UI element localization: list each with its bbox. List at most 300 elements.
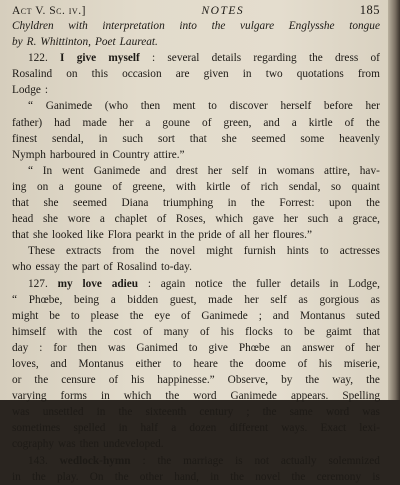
word: Lodge, (348, 277, 380, 290)
page-number: 185 (359, 3, 380, 17)
word: day (12, 341, 29, 354)
word: Roses, (175, 213, 206, 226)
word: the (291, 470, 306, 483)
word: in (12, 470, 21, 483)
word: who (12, 261, 32, 274)
word: the (211, 20, 226, 32)
page-text (12, 2, 380, 485)
word: play. (57, 470, 79, 483)
word: pearkt (135, 229, 164, 242)
act-scene-reference: Act V. Sc. iv.] (12, 5, 86, 17)
word: drest (175, 164, 198, 177)
word: quaint (351, 180, 380, 193)
word: cost (113, 325, 132, 338)
word: by (281, 374, 293, 387)
word: being (73, 293, 100, 306)
word: in (118, 422, 128, 435)
word: Montanus (299, 309, 346, 322)
word: her (365, 100, 380, 113)
word: discover (229, 100, 268, 113)
word: adieu (111, 277, 139, 290)
word: Lodge (12, 84, 41, 97)
text-line (12, 34, 380, 50)
word: such (122, 132, 144, 145)
word: womans (276, 164, 315, 177)
word: went (61, 164, 84, 177)
word: himself (12, 325, 46, 338)
word: In (42, 164, 53, 177)
word: unsettled (42, 406, 84, 419)
text-line (12, 163, 380, 179)
word: on (36, 180, 49, 193)
word: the (366, 374, 380, 387)
word: this (91, 68, 108, 81)
word: miserie, (343, 357, 380, 370)
word: that (362, 325, 380, 338)
text-line (12, 276, 380, 292)
word: of (108, 374, 119, 387)
word: hints (286, 245, 309, 258)
word: the (145, 245, 160, 258)
word: Observe, (227, 374, 269, 387)
word: love (82, 277, 102, 290)
word: are (175, 68, 190, 81)
word: ing (12, 180, 27, 193)
word: I (60, 52, 65, 65)
word: a (145, 116, 151, 129)
word: wedlock-hymn (59, 454, 131, 467)
word: Poet (94, 36, 116, 49)
word: Ganimede (45, 100, 93, 113)
word: sendal, (288, 180, 321, 193)
word: flocks (245, 325, 273, 338)
word: to (319, 245, 329, 258)
word: 127. (28, 277, 48, 290)
word: she (221, 132, 237, 145)
word: of (225, 229, 236, 242)
word: bidden (127, 293, 159, 306)
word: her (207, 164, 223, 177)
word: sort (157, 132, 175, 145)
word: with (175, 180, 196, 193)
word: in (96, 406, 106, 419)
word: with (68, 20, 88, 32)
word: “ (12, 293, 18, 306)
word: her (244, 293, 259, 306)
word: Spelling (342, 390, 380, 403)
word: on (66, 68, 78, 81)
word: same (289, 406, 313, 419)
word: she (43, 197, 59, 210)
text-line (12, 292, 380, 308)
word: eye (154, 309, 171, 322)
word: in (227, 197, 237, 210)
word: Nymph (12, 148, 46, 161)
word: novel (255, 470, 281, 483)
word: extracts (66, 245, 102, 258)
word: Montanus (78, 357, 124, 370)
word: in (258, 164, 267, 177)
word: be (304, 325, 315, 338)
word: wore (67, 213, 91, 226)
word: many (163, 325, 189, 338)
word: chaplet (114, 213, 148, 226)
word: grace, (352, 213, 380, 226)
text-line (12, 356, 380, 372)
word: Englysshe (288, 20, 335, 32)
word: “ (28, 164, 34, 177)
word: spelled (73, 422, 106, 435)
word: some (300, 132, 325, 145)
word: 122. (28, 52, 48, 65)
word: solemnized (328, 454, 380, 467)
word: Whittinton, (40, 36, 91, 49)
word: gave (252, 213, 274, 226)
word: the (157, 454, 172, 467)
word: then (79, 438, 100, 451)
word: his (131, 374, 145, 387)
word: to (284, 325, 293, 338)
word: green, (223, 116, 252, 129)
word: 143. (28, 454, 48, 467)
text-line (12, 453, 380, 469)
word: in (99, 148, 109, 161)
text-line (12, 469, 380, 485)
word: fuller (256, 277, 281, 290)
word: actresses (339, 245, 380, 258)
word: to (70, 309, 80, 322)
word: the (88, 325, 103, 338)
word: details (290, 277, 320, 290)
word: the (250, 197, 265, 210)
word: or (12, 374, 22, 387)
word: to (208, 100, 217, 113)
word: that (12, 197, 29, 210)
word: to (188, 341, 198, 354)
text-line (12, 66, 380, 82)
word: not (254, 454, 269, 467)
text-line (12, 324, 380, 340)
word: kirtle (308, 116, 333, 129)
word: ways. (281, 422, 308, 435)
word: Forrest: (279, 197, 315, 210)
word: Ganimede (201, 309, 248, 322)
word: with (57, 325, 78, 338)
word: of (181, 309, 191, 322)
word: a (291, 116, 297, 129)
word: interpretation (102, 20, 165, 32)
word: sendal, (52, 132, 84, 145)
running-header (12, 2, 380, 18)
word: before (323, 100, 353, 113)
text-line (12, 82, 380, 98)
word: novel (170, 245, 196, 258)
word: his (220, 325, 234, 338)
word: made (82, 116, 107, 129)
word: the (129, 309, 144, 322)
word: heare (193, 357, 218, 370)
word: seemed (251, 132, 286, 145)
word: hav- (359, 164, 380, 177)
word: and (50, 357, 67, 370)
word: dress (335, 52, 359, 65)
word: the (366, 197, 380, 210)
word: pride (198, 229, 222, 242)
word: way, (332, 374, 354, 387)
word: that (189, 132, 207, 145)
word: heavenly (339, 132, 380, 145)
word: Ganimede (230, 390, 277, 403)
word: self (270, 293, 287, 306)
word: seemed (73, 197, 107, 210)
word: the (305, 374, 320, 387)
word: Ganimed (136, 341, 178, 354)
word: suted (356, 309, 380, 322)
word: Phœbe, (28, 293, 63, 306)
word: a (338, 213, 344, 226)
word: vulgare (240, 20, 275, 32)
word: the (230, 470, 245, 483)
text-line (12, 211, 380, 227)
word: sixteenth (145, 406, 187, 419)
word: the (118, 406, 133, 419)
word: gorgious (319, 293, 359, 306)
word: Exact (320, 422, 347, 435)
word: as (370, 293, 380, 306)
word: notice (195, 277, 223, 290)
word: a (110, 293, 116, 306)
word: of (112, 180, 122, 193)
text-line (12, 98, 380, 114)
word: a (58, 180, 64, 193)
text-line (12, 404, 380, 420)
word: my (57, 277, 73, 290)
word: On (89, 470, 104, 483)
word: doome (255, 357, 286, 370)
word: from (112, 245, 135, 258)
word: of (200, 325, 210, 338)
word: word (193, 390, 217, 403)
word: ceremony (316, 470, 362, 483)
word: kirtle (206, 180, 231, 193)
word: goune (74, 180, 102, 193)
word: was (58, 438, 76, 451)
word: is (235, 454, 243, 467)
word: goune (162, 116, 191, 129)
word: (who (104, 100, 129, 113)
word: Rosalind (116, 261, 157, 274)
word: a (171, 422, 177, 435)
word: was (107, 341, 126, 354)
word: made (208, 293, 233, 306)
word: half (140, 422, 159, 435)
word: Flora (107, 229, 132, 242)
word: by (12, 36, 23, 49)
word: gaimt (325, 325, 352, 338)
text-line (12, 147, 380, 163)
word: to-day. (160, 261, 192, 274)
word: two (265, 68, 283, 81)
word: the (34, 374, 49, 387)
word: lexi- (359, 422, 380, 435)
word: marriage (183, 454, 224, 467)
word: from (357, 68, 380, 81)
word: part (81, 261, 100, 274)
word: word (325, 406, 350, 419)
word: that (12, 229, 29, 242)
word: harboured (49, 148, 96, 161)
text-line (12, 50, 380, 66)
word: she (32, 229, 49, 242)
word: Rosalind (12, 68, 53, 81)
word: the (180, 229, 195, 242)
word: give (76, 52, 97, 65)
word: ment (172, 100, 196, 113)
word: in (167, 229, 177, 242)
word: Phœbe (238, 341, 270, 354)
word: given (203, 68, 229, 81)
word: the (232, 277, 247, 290)
word: such (307, 213, 329, 226)
word: his (318, 357, 333, 370)
word: be (49, 309, 60, 322)
word: the (32, 470, 46, 483)
word: quotations (296, 68, 344, 81)
word: which (123, 390, 152, 403)
word: Country (112, 148, 150, 161)
word: in (242, 68, 252, 81)
word: self (231, 164, 249, 177)
word: of (156, 213, 167, 226)
word: and (263, 116, 280, 129)
word: head (12, 213, 34, 226)
word: the (229, 357, 244, 370)
text-line (12, 388, 380, 404)
word: varying (12, 390, 47, 403)
word: her (118, 116, 134, 129)
word: her (283, 213, 299, 226)
word: different (229, 422, 269, 435)
word: censure (61, 374, 96, 387)
word: to (172, 357, 182, 370)
word: into (179, 20, 197, 32)
text-line (12, 131, 380, 147)
word: : (44, 84, 49, 97)
word: like (86, 229, 104, 242)
word: dozen (189, 422, 217, 435)
word: her (254, 229, 269, 242)
word: might (12, 309, 39, 322)
word: floures.” (272, 229, 313, 242)
word: Laureat. (119, 36, 158, 49)
word: of (143, 325, 153, 338)
word: finest (12, 132, 38, 145)
word: cography (12, 438, 55, 451)
word: looked (52, 229, 83, 242)
word: herself (280, 100, 312, 113)
word: of (103, 261, 113, 274)
word: other (139, 470, 164, 483)
word: for (53, 341, 67, 354)
word: of (297, 357, 308, 370)
text-line (12, 18, 380, 34)
word: sometimes (12, 422, 61, 435)
word: was (12, 406, 30, 419)
word: the (308, 52, 323, 65)
word: “ (28, 100, 34, 113)
text-line (12, 308, 380, 324)
word: an (280, 341, 292, 354)
word: ; (258, 309, 262, 322)
word: happinesse.” (157, 374, 215, 387)
word: again (160, 277, 186, 290)
word: in (100, 390, 110, 403)
page-edge-shadow (388, 0, 400, 400)
word: several (167, 52, 200, 65)
word: father) (12, 116, 43, 129)
word: rich (260, 180, 279, 193)
word: either (135, 357, 162, 370)
word: upon (328, 197, 352, 210)
word: : (152, 52, 156, 65)
word: as (298, 293, 308, 306)
text-line (12, 195, 380, 211)
text-line (12, 115, 380, 131)
word: the (63, 261, 78, 274)
word: guest, (169, 293, 197, 306)
word: ; (246, 406, 250, 419)
word: : (147, 277, 151, 290)
text-line (12, 436, 380, 452)
word: and (149, 164, 167, 177)
notes-body (12, 18, 380, 485)
word: then (140, 100, 161, 113)
word: attire, (323, 164, 351, 177)
word: regarding (253, 52, 297, 65)
word: Chyldren (12, 20, 54, 32)
word: of (370, 52, 380, 65)
word: then (77, 341, 97, 354)
word: the (262, 406, 277, 419)
word: please (90, 309, 119, 322)
word: essay (35, 261, 60, 274)
word: she (42, 213, 59, 226)
text-line (12, 340, 380, 356)
text-line (12, 243, 380, 259)
word: might (206, 245, 233, 258)
word: in (210, 470, 220, 483)
word: had (54, 116, 71, 129)
word: the (114, 470, 129, 483)
word: undeveloped. (103, 438, 164, 451)
word: : (142, 454, 146, 467)
word: greene, (132, 180, 166, 193)
word: answer (302, 341, 335, 354)
word: : (39, 341, 43, 354)
word: Diana (121, 197, 149, 210)
text-line (12, 372, 380, 388)
word: of (240, 180, 251, 193)
section-title: NOTES (201, 5, 245, 17)
word: actually (280, 454, 317, 467)
word: a (99, 213, 105, 226)
word: forms (60, 390, 87, 403)
word: century (199, 406, 234, 419)
word: These (28, 245, 55, 258)
word: appears. (290, 390, 329, 403)
word: and (272, 309, 290, 322)
word: of (202, 116, 212, 129)
